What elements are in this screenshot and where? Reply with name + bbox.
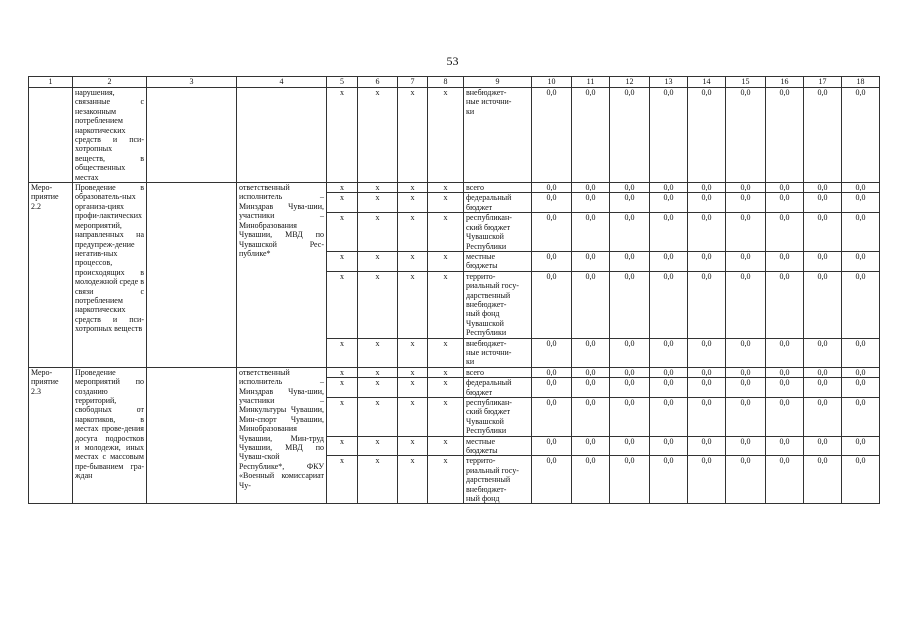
- table-row: [29, 183, 880, 193]
- funding-value: 0,0: [610, 338, 650, 367]
- funding-value: 0,0: [532, 456, 572, 504]
- funding-value: 0,0: [688, 213, 726, 252]
- code-cell: x: [398, 213, 428, 252]
- code-cell: x: [398, 436, 428, 456]
- code-cell: x: [398, 251, 428, 271]
- funding-value: 0,0: [572, 88, 610, 183]
- code-cell: x: [327, 398, 358, 437]
- funding-value: 0,0: [726, 251, 766, 271]
- funding-value: 0,0: [688, 193, 726, 213]
- code-cell: x: [398, 271, 428, 338]
- funding-value: 0,0: [650, 88, 688, 183]
- funding-value: 0,0: [610, 193, 650, 213]
- funding-value: 0,0: [842, 398, 880, 437]
- column-header-2: 2: [73, 77, 147, 88]
- funding-value: 0,0: [842, 251, 880, 271]
- code-cell: x: [428, 456, 464, 504]
- funding-value: 0,0: [650, 338, 688, 367]
- funding-value: 0,0: [842, 88, 880, 183]
- funding-value: 0,0: [766, 193, 804, 213]
- funding-value: 0,0: [610, 183, 650, 193]
- funding-value: 0,0: [572, 193, 610, 213]
- funding-value: 0,0: [610, 398, 650, 437]
- funding-value: 0,0: [804, 436, 842, 456]
- funding-source: террито- риальный госу- дарственный внебюджет- ный фонд Чувашской Республики: [464, 271, 532, 338]
- code-cell: x: [428, 398, 464, 437]
- funding-value: 0,0: [726, 183, 766, 193]
- funding-value: 0,0: [572, 456, 610, 504]
- funding-value: 0,0: [842, 193, 880, 213]
- page-number: 53: [446, 54, 459, 68]
- column-header-17: 17: [804, 77, 842, 88]
- funding-value: 0,0: [726, 88, 766, 183]
- column-header-18: 18: [842, 77, 880, 88]
- funding-value: 0,0: [650, 271, 688, 338]
- code-cell: x: [428, 367, 464, 377]
- column-header-1: 1: [29, 77, 73, 88]
- code-cell: x: [398, 183, 428, 193]
- code-cell: x: [358, 378, 398, 398]
- funding-value: 0,0: [572, 367, 610, 377]
- funding-value: 0,0: [688, 378, 726, 398]
- funding-value: 0,0: [572, 378, 610, 398]
- code-cell: x: [358, 88, 398, 183]
- funding-value: 0,0: [726, 436, 766, 456]
- funding-value: 0,0: [650, 193, 688, 213]
- funding-value: 0,0: [726, 213, 766, 252]
- funding-source: федеральный бюджет: [464, 378, 532, 398]
- funding-value: 0,0: [532, 213, 572, 252]
- code-cell: x: [358, 436, 398, 456]
- funding-value: 0,0: [688, 251, 726, 271]
- code-cell: x: [358, 251, 398, 271]
- column-header-3: 3: [147, 77, 237, 88]
- funding-value: 0,0: [804, 398, 842, 437]
- funding-value: 0,0: [650, 213, 688, 252]
- funding-source: местные бюджеты: [464, 436, 532, 456]
- funding-value: 0,0: [766, 378, 804, 398]
- code-cell: x: [327, 378, 358, 398]
- funding-value: 0,0: [650, 251, 688, 271]
- funding-value: 0,0: [688, 88, 726, 183]
- column-header-13: 13: [650, 77, 688, 88]
- funding-value: 0,0: [842, 456, 880, 504]
- funding-value: 0,0: [766, 213, 804, 252]
- funding-value: 0,0: [650, 367, 688, 377]
- funding-value: 0,0: [726, 367, 766, 377]
- funding-value: 0,0: [688, 338, 726, 367]
- column-header-9: 9: [464, 77, 532, 88]
- code-cell: x: [398, 367, 428, 377]
- column-number-header: [29, 77, 880, 88]
- code-cell: x: [358, 193, 398, 213]
- funding-source: республикан- ский бюджет Чувашской Республики: [464, 213, 532, 252]
- column-header-4: 4: [237, 77, 327, 88]
- column-header-6: 6: [358, 77, 398, 88]
- code-cell: x: [327, 436, 358, 456]
- funding-value: 0,0: [572, 271, 610, 338]
- funding-value: 0,0: [766, 456, 804, 504]
- funding-source: местные бюджеты: [464, 251, 532, 271]
- code-cell: x: [428, 88, 464, 183]
- activity-id: Меро- приятие 2.3: [29, 367, 73, 504]
- funding-value: 0,0: [572, 436, 610, 456]
- column-header-11: 11: [572, 77, 610, 88]
- code-cell: x: [428, 378, 464, 398]
- funding-value: 0,0: [804, 88, 842, 183]
- funding-value: 0,0: [532, 251, 572, 271]
- funding-value: 0,0: [650, 456, 688, 504]
- column-header-10: 10: [532, 77, 572, 88]
- code-cell: x: [428, 338, 464, 367]
- funding-value: 0,0: [766, 398, 804, 437]
- funding-value: 0,0: [726, 193, 766, 213]
- funding-value: 0,0: [804, 193, 842, 213]
- empty-cell: [147, 367, 237, 504]
- table-row: [29, 88, 880, 183]
- funding-value: 0,0: [766, 367, 804, 377]
- funding-value: 0,0: [572, 338, 610, 367]
- funding-value: 0,0: [842, 271, 880, 338]
- column-header-16: 16: [766, 77, 804, 88]
- activity-description: Проведение в образователь-ных организа-циях профи-лактических мероприятий, направленных на предупреж-дение негатив-ных процессов, происходящих в молодежной среде в связи с потреблением наркотических средств и пси-хотропных веществ: [73, 183, 147, 368]
- funding-value: 0,0: [532, 183, 572, 193]
- funding-value: 0,0: [804, 251, 842, 271]
- code-cell: x: [428, 436, 464, 456]
- empty-cell: [147, 88, 237, 183]
- column-header-15: 15: [726, 77, 766, 88]
- funding-value: 0,0: [766, 338, 804, 367]
- funding-value: 0,0: [804, 271, 842, 338]
- funding-value: 0,0: [610, 436, 650, 456]
- code-cell: x: [327, 88, 358, 183]
- responsible-executor: ответственный исполнитель – Минздрав Чува-шии, участники – Минкультуры Чувашии, Мин-спорт Чувашии, Минобразования Чувашии, Мин-труд Чувашии, МВД по Чуваш-ской Республике*, ФКУ «Военный комиссариат Чу-: [237, 367, 327, 504]
- funding-value: 0,0: [842, 378, 880, 398]
- funding-value: 0,0: [766, 271, 804, 338]
- funding-value: 0,0: [766, 88, 804, 183]
- funding-value: 0,0: [842, 436, 880, 456]
- code-cell: x: [428, 271, 464, 338]
- code-cell: x: [398, 338, 428, 367]
- funding-value: 0,0: [572, 251, 610, 271]
- funding-value: 0,0: [532, 88, 572, 183]
- funding-value: 0,0: [842, 367, 880, 377]
- funding-source: внебюджет- ные источни- ки: [464, 338, 532, 367]
- funding-value: 0,0: [726, 271, 766, 338]
- funding-value: 0,0: [804, 378, 842, 398]
- funding-value: 0,0: [726, 456, 766, 504]
- funding-value: 0,0: [532, 367, 572, 377]
- funding-value: 0,0: [650, 398, 688, 437]
- table-row: [29, 367, 880, 377]
- funding-value: 0,0: [688, 271, 726, 338]
- funding-value: 0,0: [842, 338, 880, 367]
- funding-value: 0,0: [804, 338, 842, 367]
- funding-value: 0,0: [650, 183, 688, 193]
- funding-value: 0,0: [532, 193, 572, 213]
- funding-value: 0,0: [532, 436, 572, 456]
- code-cell: x: [358, 398, 398, 437]
- code-cell: x: [398, 378, 428, 398]
- responsible-executor: ответственный исполнитель – Минздрав Чува-шии, участники – Минобразования Чувашии, МВД по Чувашской Рес-публике*: [237, 183, 327, 368]
- code-cell: x: [398, 398, 428, 437]
- activity-description: Проведение мероприятий по созданию территорий, свободных от наркотиков, в местах прове-дения досуга подростков и молодежи, иных местах с массовым пре-быванием гра-ждан: [73, 367, 147, 504]
- code-cell: x: [398, 456, 428, 504]
- funding-value: 0,0: [610, 456, 650, 504]
- funding-source: республикан- ский бюджет Чувашской Республики: [464, 398, 532, 437]
- funding-value: 0,0: [572, 213, 610, 252]
- funding-value: 0,0: [726, 338, 766, 367]
- funding-value: 0,0: [650, 378, 688, 398]
- funding-value: 0,0: [842, 213, 880, 252]
- code-cell: x: [327, 193, 358, 213]
- code-cell: x: [398, 193, 428, 213]
- funding-value: 0,0: [726, 378, 766, 398]
- code-cell: x: [358, 183, 398, 193]
- code-cell: x: [428, 193, 464, 213]
- funding-value: 0,0: [610, 271, 650, 338]
- funding-source: всего: [464, 367, 532, 377]
- funding-value: 0,0: [532, 338, 572, 367]
- funding-value: 0,0: [688, 456, 726, 504]
- code-cell: x: [358, 271, 398, 338]
- funding-value: 0,0: [532, 378, 572, 398]
- column-header-12: 12: [610, 77, 650, 88]
- funding-value: 0,0: [804, 367, 842, 377]
- funding-value: 0,0: [688, 183, 726, 193]
- funding-value: 0,0: [766, 251, 804, 271]
- funding-value: 0,0: [532, 271, 572, 338]
- funding-value: 0,0: [804, 456, 842, 504]
- funding-source: федеральный бюджет: [464, 193, 532, 213]
- code-cell: x: [327, 271, 358, 338]
- funding-value: 0,0: [610, 367, 650, 377]
- empty-cell: [147, 183, 237, 368]
- funding-value: 0,0: [726, 398, 766, 437]
- code-cell: x: [428, 251, 464, 271]
- funding-value: 0,0: [572, 183, 610, 193]
- funding-value: 0,0: [766, 436, 804, 456]
- funding-value: 0,0: [572, 398, 610, 437]
- code-cell: x: [358, 213, 398, 252]
- activity-description: нарушения, связанные с незаконным потреблением наркотических средств и пси-хотропных веществ, в общественных местах: [73, 88, 147, 183]
- funding-value: 0,0: [688, 398, 726, 437]
- code-cell: x: [428, 213, 464, 252]
- code-cell: x: [327, 213, 358, 252]
- code-cell: x: [327, 183, 358, 193]
- funding-source: внебюджет- ные источни- ки: [464, 88, 532, 183]
- code-cell: x: [327, 367, 358, 377]
- funding-value: 0,0: [610, 88, 650, 183]
- code-cell: x: [327, 251, 358, 271]
- activity-id: Меро- приятие 2.2: [29, 183, 73, 368]
- funding-value: 0,0: [610, 378, 650, 398]
- code-cell: x: [358, 456, 398, 504]
- responsible-executor: [237, 88, 327, 183]
- funding-value: 0,0: [650, 436, 688, 456]
- funding-value: 0,0: [804, 213, 842, 252]
- funding-value: 0,0: [610, 213, 650, 252]
- code-cell: x: [358, 367, 398, 377]
- funding-value: 0,0: [842, 183, 880, 193]
- funding-value: 0,0: [804, 183, 842, 193]
- code-cell: x: [358, 338, 398, 367]
- funding-value: 0,0: [610, 251, 650, 271]
- code-cell: x: [327, 456, 358, 504]
- funding-value: 0,0: [688, 367, 726, 377]
- funding-value: 0,0: [766, 183, 804, 193]
- funding-value: 0,0: [532, 398, 572, 437]
- column-header-7: 7: [398, 77, 428, 88]
- funding-value: 0,0: [688, 436, 726, 456]
- column-header-5: 5: [327, 77, 358, 88]
- code-cell: x: [428, 183, 464, 193]
- program-table: [28, 76, 880, 504]
- funding-source: террито- риальный госу- дарственный внебюджет- ный фонд: [464, 456, 532, 504]
- column-header-14: 14: [688, 77, 726, 88]
- column-header-8: 8: [428, 77, 464, 88]
- code-cell: x: [327, 338, 358, 367]
- code-cell: x: [398, 88, 428, 183]
- activity-id: [29, 88, 73, 183]
- funding-source: всего: [464, 183, 532, 193]
